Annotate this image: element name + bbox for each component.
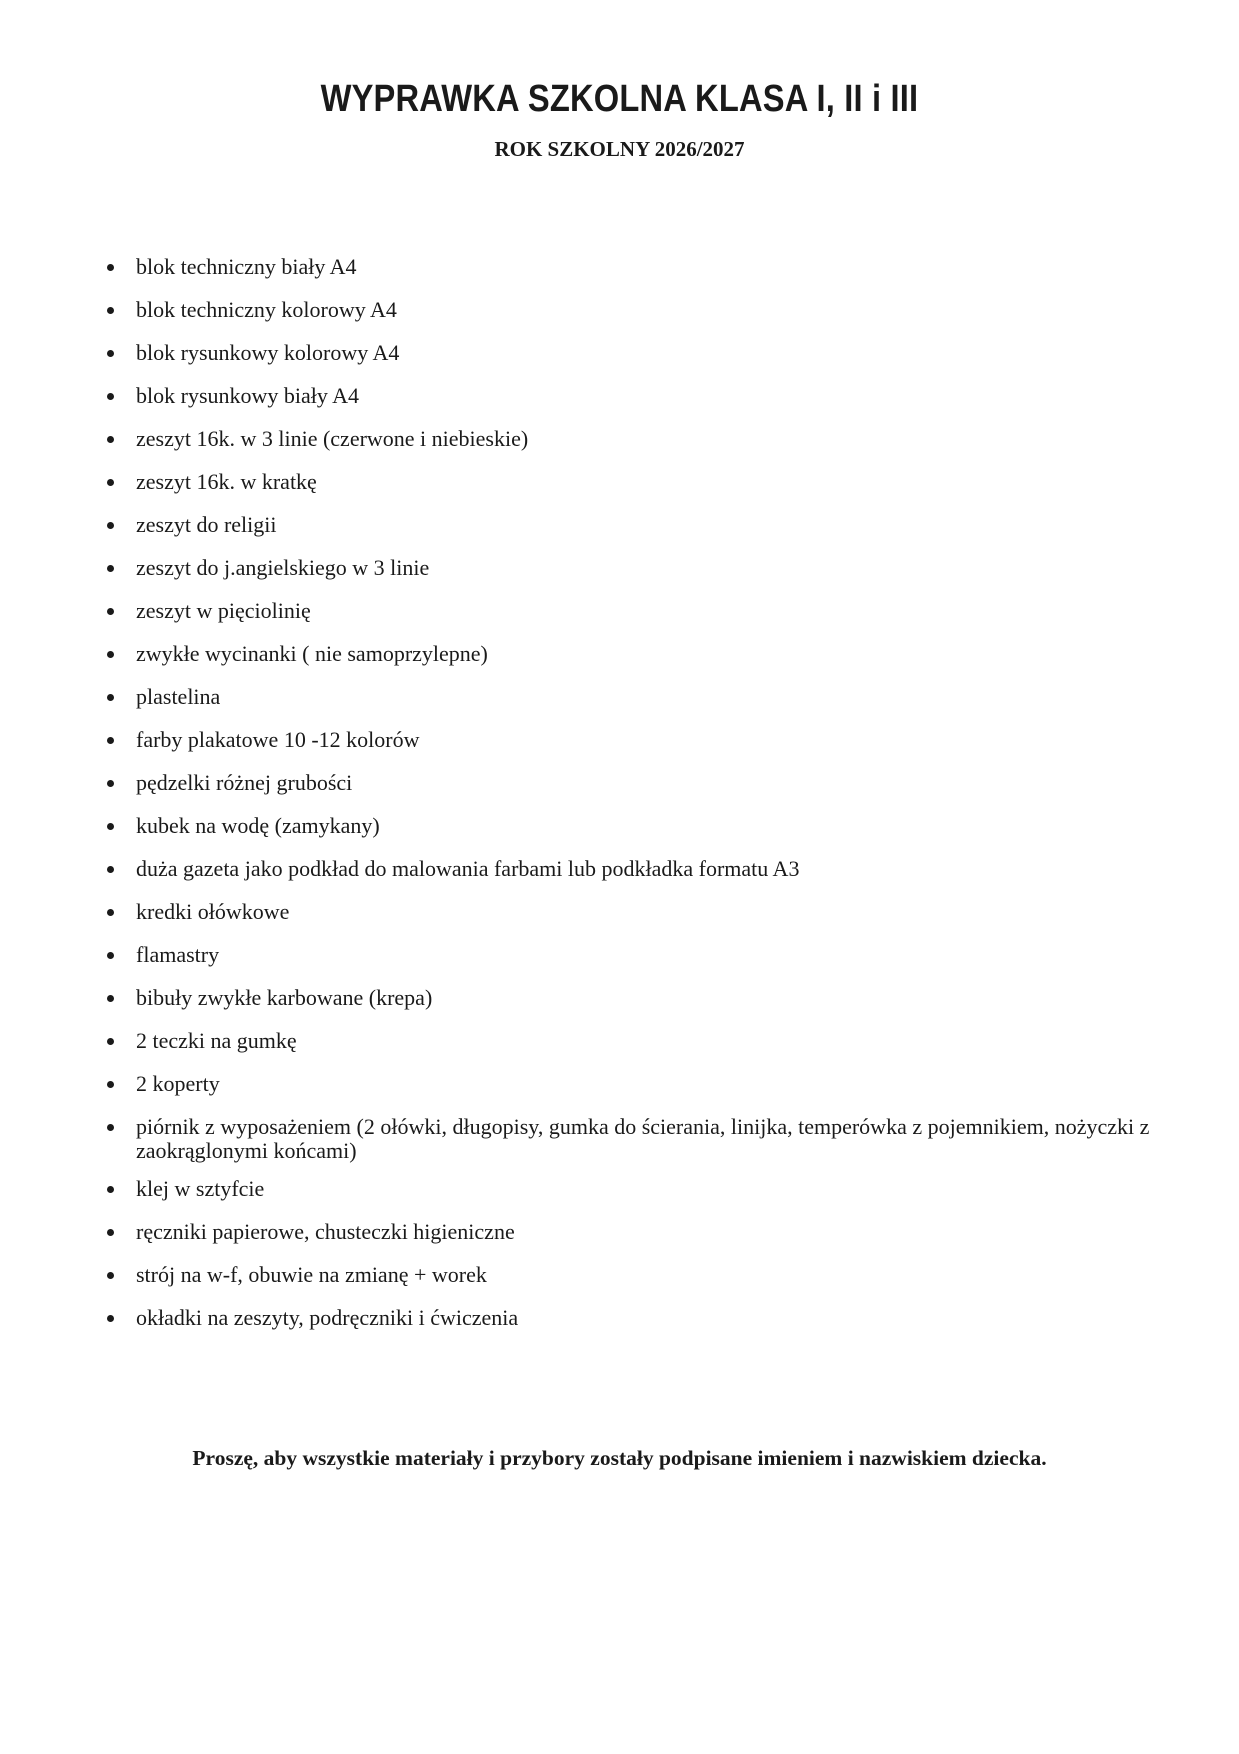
bullet-icon [107,479,114,486]
list-item-text: zeszyt 16k. w kratkę [136,469,317,494]
bullet-icon [107,780,114,787]
list-item [107,513,1187,537]
bullet-icon [107,1229,114,1236]
bullet-icon [107,823,114,830]
bullet-icon [107,909,114,916]
list-item [107,1177,1187,1201]
document-title: WYPRAWKA SZKOLNA KLASA I, II i III [320,78,919,120]
supply-list [107,255,1187,1349]
list-item [107,599,1187,623]
bullet-icon [107,608,114,615]
list-item-text: zeszyt do religii [136,512,277,537]
list-item-text: ręczniki papierowe, chusteczki higieniczne [136,1219,515,1244]
list-item [107,771,1187,795]
list-item-text: strój na w-f, obuwie na zmianę + worek [136,1262,487,1287]
list-item [107,1220,1187,1244]
list-item-text: blok rysunkowy kolorowy A4 [136,340,400,365]
bullet-icon [107,1038,114,1045]
list-item [107,685,1187,709]
list-item [107,728,1187,752]
list-item [107,943,1187,967]
list-item-text: pędzelki różnej grubości [136,770,353,795]
bullet-icon [107,522,114,529]
list-item-text: zeszyt do j.angielskiego w 3 linie [136,555,430,580]
list-item-text: farby plakatowe 10 -12 kolorów [136,727,420,752]
list-item-text: duża gazeta jako podkład do malowania farbami lub podkładka formatu A3 [136,856,800,881]
list-item [107,986,1187,1010]
bullet-icon [107,1186,114,1193]
bullet-icon [107,350,114,357]
list-item [107,814,1187,838]
bullet-icon [107,1272,114,1279]
list-item-text: okładki na zeszyty, podręczniki i ćwiczenia [136,1305,519,1330]
bullet-icon [107,694,114,701]
list-item-text: kubek na wodę (zamykany) [136,813,380,838]
list-item [107,642,1187,666]
list-item-text: blok rysunkowy biały A4 [136,383,360,408]
bullet-icon [107,651,114,658]
list-item-text: zeszyt 16k. w 3 linie (czerwone i niebieskie) [136,426,529,451]
list-item-text: zwykłe wycinanki ( nie samoprzylepne) [136,641,488,666]
bullet-icon [107,264,114,271]
list-item-text: 2 teczki na gumkę [136,1028,297,1053]
list-item [107,900,1187,924]
bullet-icon [107,393,114,400]
list-item-text: kredki ołówkowe [136,899,290,924]
list-item-text: blok techniczny biały A4 [136,254,357,279]
list-item [107,1306,1187,1330]
list-item [107,857,1187,881]
list-item [107,1115,1187,1163]
list-item [107,341,1187,365]
list-item-text: bibuły zwykłe karbowane (krepa) [136,985,433,1010]
list-item-text: zeszyt w pięciolinię [136,598,311,623]
school-year-subtitle: ROK SZKOLNY 2026/2027 [494,137,745,161]
list-item [107,1029,1187,1053]
bullet-icon [107,307,114,314]
list-item-text: blok techniczny kolorowy A4 [136,297,397,322]
list-item [107,255,1187,279]
bullet-icon [107,952,114,959]
bullet-icon [107,995,114,1002]
bullet-icon [107,737,114,744]
list-item-text: 2 koperty [136,1071,220,1096]
list-item [107,1072,1187,1096]
list-item-text: klej w sztyfcie [136,1176,265,1201]
list-item [107,470,1187,494]
closing-note: Proszę, aby wszystkie materiały i przybory zostały podpisane imieniem i nazwiskiem dziecka. [192,1446,1047,1470]
list-item [107,384,1187,408]
bullet-icon [107,1081,114,1088]
list-item-text: flamastry [136,942,220,967]
list-item [107,556,1187,580]
list-item-text: plastelina [136,684,221,709]
list-item [107,1263,1187,1287]
list-item [107,427,1187,451]
list-item-text: piórnik z wyposażeniem (2 ołówki, długopisy, gumka do ścierania, linijka, temperówka z pojemnikiem, nożyczki z zaokrąglonymi końcami) [136,1114,1150,1163]
bullet-icon [107,436,114,443]
list-item [107,298,1187,322]
bullet-icon [107,866,114,873]
bullet-icon [107,1124,114,1131]
bullet-icon [107,1315,114,1322]
bullet-icon [107,565,114,572]
